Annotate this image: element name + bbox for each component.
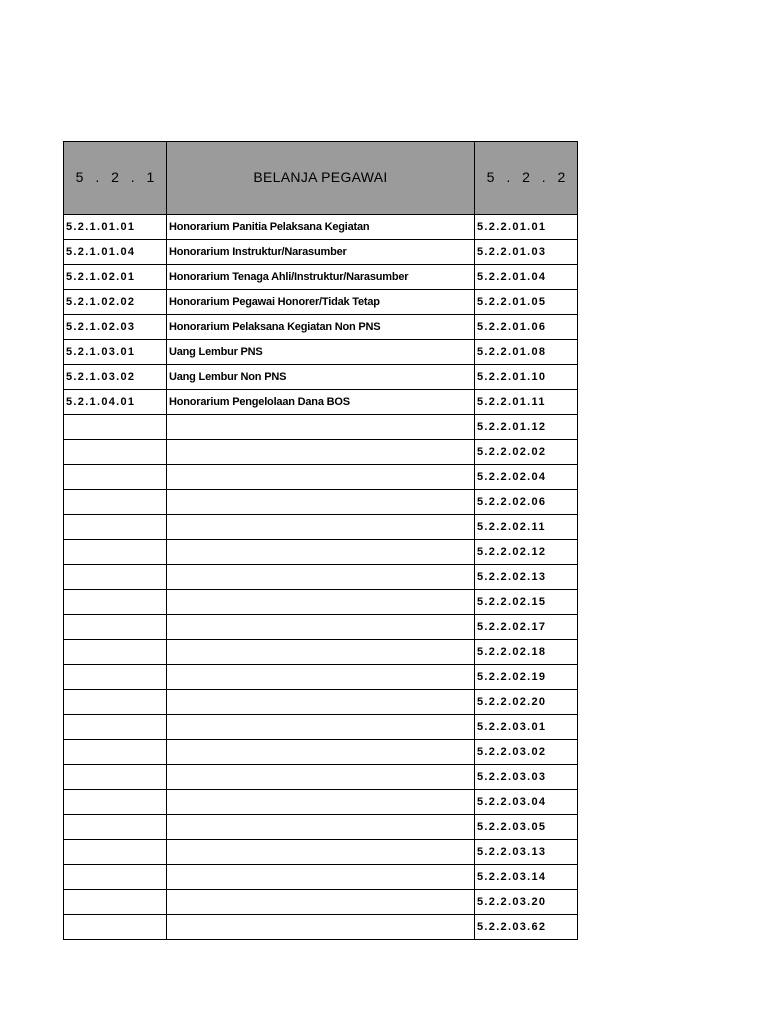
code-521-cell: 5.2.1.01.04	[64, 240, 167, 265]
code-522-cell: 5.2.2.02.04	[475, 465, 578, 490]
code-521-cell: 5.2.1.03.01	[64, 340, 167, 365]
code-521-cell	[64, 740, 167, 765]
code-522-cell: 5.2.2.03.13	[475, 840, 578, 865]
account-name-cell	[167, 540, 475, 565]
table-row	[64, 390, 578, 415]
code-521-cell	[64, 665, 167, 690]
table-row	[64, 540, 578, 565]
table-row	[64, 815, 578, 840]
account-name-cell	[167, 865, 475, 890]
code-522-cell: 5.2.2.03.05	[475, 815, 578, 840]
code-521-cell: 5.2.1.02.02	[64, 290, 167, 315]
code-522-cell: 5.2.2.01.08	[475, 340, 578, 365]
code-521-cell: 5.2.1.03.02	[64, 365, 167, 390]
code-522-cell: 5.2.2.02.15	[475, 590, 578, 615]
table-row	[64, 865, 578, 890]
code-522-cell: 5.2.2.03.01	[475, 715, 578, 740]
table-row	[64, 840, 578, 865]
code-522-cell: 5.2.2.03.14	[475, 865, 578, 890]
code-522-cell: 5.2.2.01.03	[475, 240, 578, 265]
account-name-cell	[167, 565, 475, 590]
table-header	[64, 142, 578, 215]
account-name-cell	[167, 890, 475, 915]
table-row	[64, 465, 578, 490]
account-name-cell	[167, 415, 475, 440]
table-row	[64, 915, 578, 940]
account-name-cell: Honorarium Pelaksana Kegiatan Non PNS	[167, 315, 475, 340]
table-row	[64, 440, 578, 465]
code-521-cell: 5.2.1.02.01	[64, 265, 167, 290]
code-521-cell	[64, 690, 167, 715]
code-522-cell: 5.2.2.02.13	[475, 565, 578, 590]
account-name-cell: Honorarium Pengelolaan Dana BOS	[167, 390, 475, 415]
code-521-cell	[64, 465, 167, 490]
table-row	[64, 740, 578, 765]
code-522-cell: 5.2.2.01.12	[475, 415, 578, 440]
header-row	[64, 142, 578, 215]
account-name-cell: Uang Lembur Non PNS	[167, 365, 475, 390]
table-row	[64, 715, 578, 740]
code-522-cell: 5.2.2.03.03	[475, 765, 578, 790]
account-name-cell: Honorarium Instruktur/Narasumber	[167, 240, 475, 265]
account-name-cell	[167, 690, 475, 715]
code-521-cell: 5.2.1.04.01	[64, 390, 167, 415]
table-row	[64, 365, 578, 390]
table-row	[64, 765, 578, 790]
code-521-cell	[64, 615, 167, 640]
code-521-cell	[64, 540, 167, 565]
account-name-cell	[167, 840, 475, 865]
account-name-cell	[167, 665, 475, 690]
table-row	[64, 215, 578, 240]
account-name-cell	[167, 765, 475, 790]
account-name-cell	[167, 815, 475, 840]
table-row	[64, 515, 578, 540]
code-522-cell: 5.2.2.01.10	[475, 365, 578, 390]
table-row	[64, 665, 578, 690]
code-521-cell	[64, 865, 167, 890]
code-522-cell: 5.2.2.02.17	[475, 615, 578, 640]
account-name-cell	[167, 590, 475, 615]
account-name-cell	[167, 515, 475, 540]
header-title	[167, 142, 475, 215]
code-522-cell: 5.2.2.02.02	[475, 440, 578, 465]
header-title-label: BELANJA PEGAWAI	[253, 169, 388, 185]
account-name-cell	[167, 640, 475, 665]
code-522-cell: 5.2.2.03.20	[475, 890, 578, 915]
table-row	[64, 565, 578, 590]
code-522-cell: 5.2.2.02.20	[475, 690, 578, 715]
code-522-cell: 5.2.2.03.02	[475, 740, 578, 765]
code-521-cell	[64, 490, 167, 515]
code-521-cell	[64, 840, 167, 865]
table-row	[64, 265, 578, 290]
table-row	[64, 315, 578, 340]
table-row	[64, 415, 578, 440]
account-name-cell	[167, 715, 475, 740]
code-521-cell	[64, 765, 167, 790]
code-521-cell	[64, 415, 167, 440]
code-521-cell	[64, 790, 167, 815]
budget-code-table	[63, 141, 578, 940]
code-522-cell: 5.2.2.03.62	[475, 915, 578, 940]
code-521-cell: 5.2.1.01.01	[64, 215, 167, 240]
code-522-cell: 5.2.2.01.04	[475, 265, 578, 290]
header-code-right-label: 5 . 2 . 2	[486, 169, 570, 185]
table-row	[64, 340, 578, 365]
code-522-cell: 5.2.2.02.11	[475, 515, 578, 540]
code-521-cell	[64, 515, 167, 540]
account-name-cell	[167, 440, 475, 465]
code-521-cell	[64, 440, 167, 465]
code-522-cell: 5.2.2.01.06	[475, 315, 578, 340]
account-name-cell: Honorarium Pegawai Honorer/Tidak Tetap	[167, 290, 475, 315]
table-row	[64, 640, 578, 665]
code-522-cell: 5.2.2.01.01	[475, 215, 578, 240]
table-body	[64, 215, 578, 940]
code-521-cell	[64, 915, 167, 940]
code-522-cell: 5.2.2.02.19	[475, 665, 578, 690]
code-522-cell: 5.2.2.01.05	[475, 290, 578, 315]
account-name-cell: Honorarium Tenaga Ahli/Instruktur/Narasumber	[167, 265, 475, 290]
code-521-cell: 5.2.1.02.03	[64, 315, 167, 340]
code-521-cell	[64, 715, 167, 740]
code-521-cell	[64, 815, 167, 840]
account-name-cell	[167, 790, 475, 815]
table-row	[64, 790, 578, 815]
code-522-cell: 5.2.2.03.04	[475, 790, 578, 815]
code-521-cell	[64, 565, 167, 590]
table-row	[64, 890, 578, 915]
table-row	[64, 690, 578, 715]
code-522-cell: 5.2.2.02.06	[475, 490, 578, 515]
code-522-cell: 5.2.2.01.11	[475, 390, 578, 415]
code-521-cell	[64, 640, 167, 665]
table-row	[64, 290, 578, 315]
account-name-cell	[167, 465, 475, 490]
account-name-cell	[167, 740, 475, 765]
header-code-left	[64, 142, 167, 215]
account-name-cell: Honorarium Panitia Pelaksana Kegiatan	[167, 215, 475, 240]
account-name-cell	[167, 490, 475, 515]
code-521-cell	[64, 590, 167, 615]
table-row	[64, 615, 578, 640]
table-row	[64, 240, 578, 265]
header-code-right	[475, 142, 578, 215]
account-name-cell: Uang Lembur PNS	[167, 340, 475, 365]
table-row	[64, 590, 578, 615]
header-code-left-label: 5 . 2 . 1	[75, 169, 159, 185]
code-521-cell	[64, 890, 167, 915]
table-row	[64, 490, 578, 515]
account-name-cell	[167, 915, 475, 940]
code-522-cell: 5.2.2.02.12	[475, 540, 578, 565]
code-522-cell: 5.2.2.02.18	[475, 640, 578, 665]
account-name-cell	[167, 615, 475, 640]
